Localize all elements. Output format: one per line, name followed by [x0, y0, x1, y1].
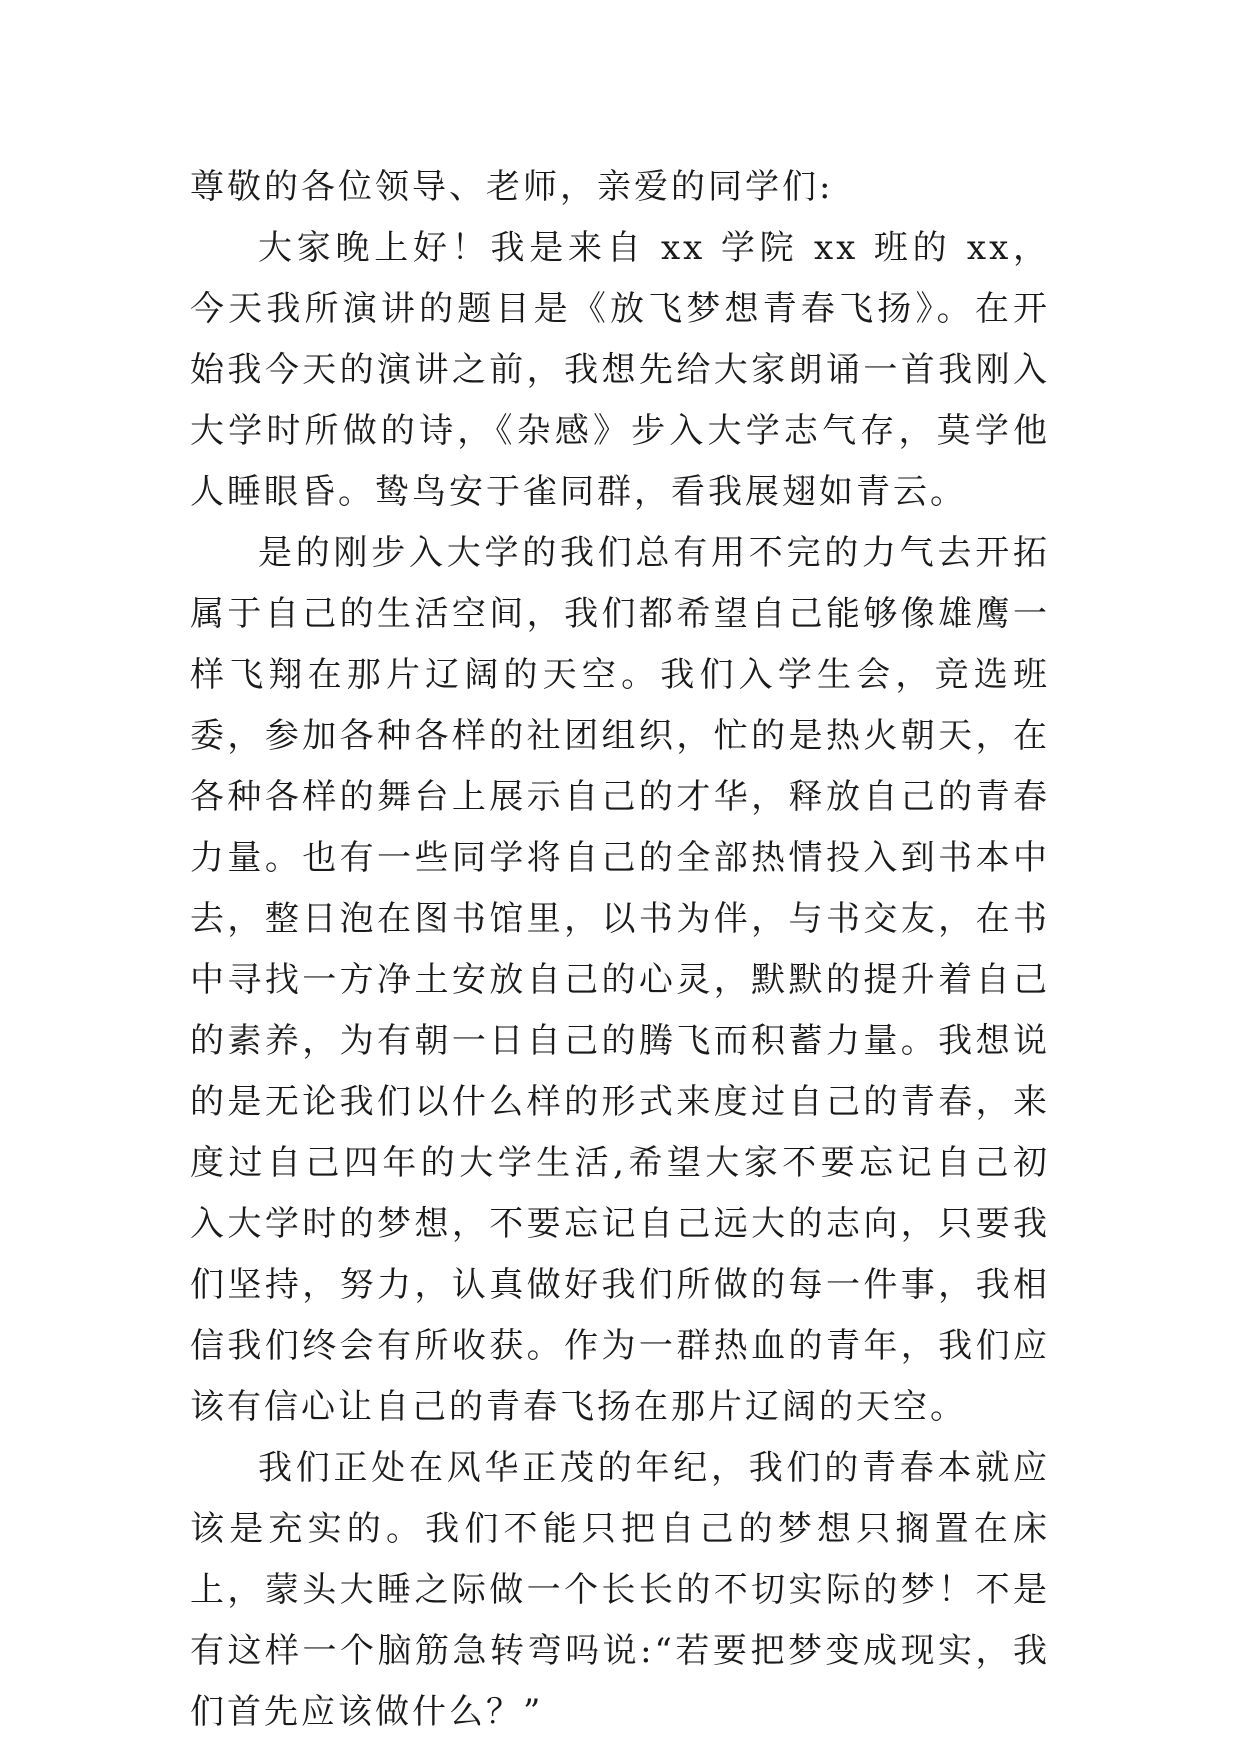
paragraph-greeting-and-poem: 大家晚上好！我是来自 xx 学院 xx 班的 xx，今天我所演讲的题目是《放飞梦想青春飞扬》。在开始我今天的演讲之前，我想先给大家朗诵一首我刚入大学时所做的诗，《杂感》步入大学志气存，莫学他人睡眼昏。鸷鸟安于雀同群，看我展翅如青云。	[190, 228, 1050, 512]
paragraph-university-life: 是的刚步入大学的我们总有用不完的力气去开拓属于自己的生活空间，我们都希望自己能够像雄鹰一样飞翔在那片辽阔的天空。我们入学生会，竞选班委，参加各种各样的社团组织，忙的是热火朝天，在各种各样的舞台上展示自己的才华，释放自己的青春力量。也有一些同学将自己的全部热情投入到书本中去，整日泡在图书馆里，以书为伴，与书交友，在书中寻找一方净土安放自己的心灵，默默的提升着自己的素养，为有朝一日自己的腾飞而积蓄力量。我想说的是无论我们以什么样的形式来度过自己的青春，来度过自己四年的大学生活,希望大家不要忘记自己初入大学时的梦想，不要忘记自己远大的志向，只要我们坚持，努力，认真做好我们所做的每一件事，我相信我们终会有所收获。作为一群热血的青年，我们应该有信心让自己的青春飞扬在那片辽阔的天空。	[190, 533, 1050, 1427]
salutation: 尊敬的各位领导、老师，亲爱的同学们:	[190, 167, 834, 207]
paragraph-youth-and-dreams: 我们正处在风华正茂的年纪，我们的青春本就应该是充实的。我们不能只把自己的梦想只搁置在床上，蒙头大睡之际做一个长长的不切实际的梦！不是有这样一个脑筋急转弯吗说:“若要把梦变成现实，我们首先应该做什么？”	[190, 1448, 1050, 1732]
speech-body	[190, 157, 1050, 1743]
